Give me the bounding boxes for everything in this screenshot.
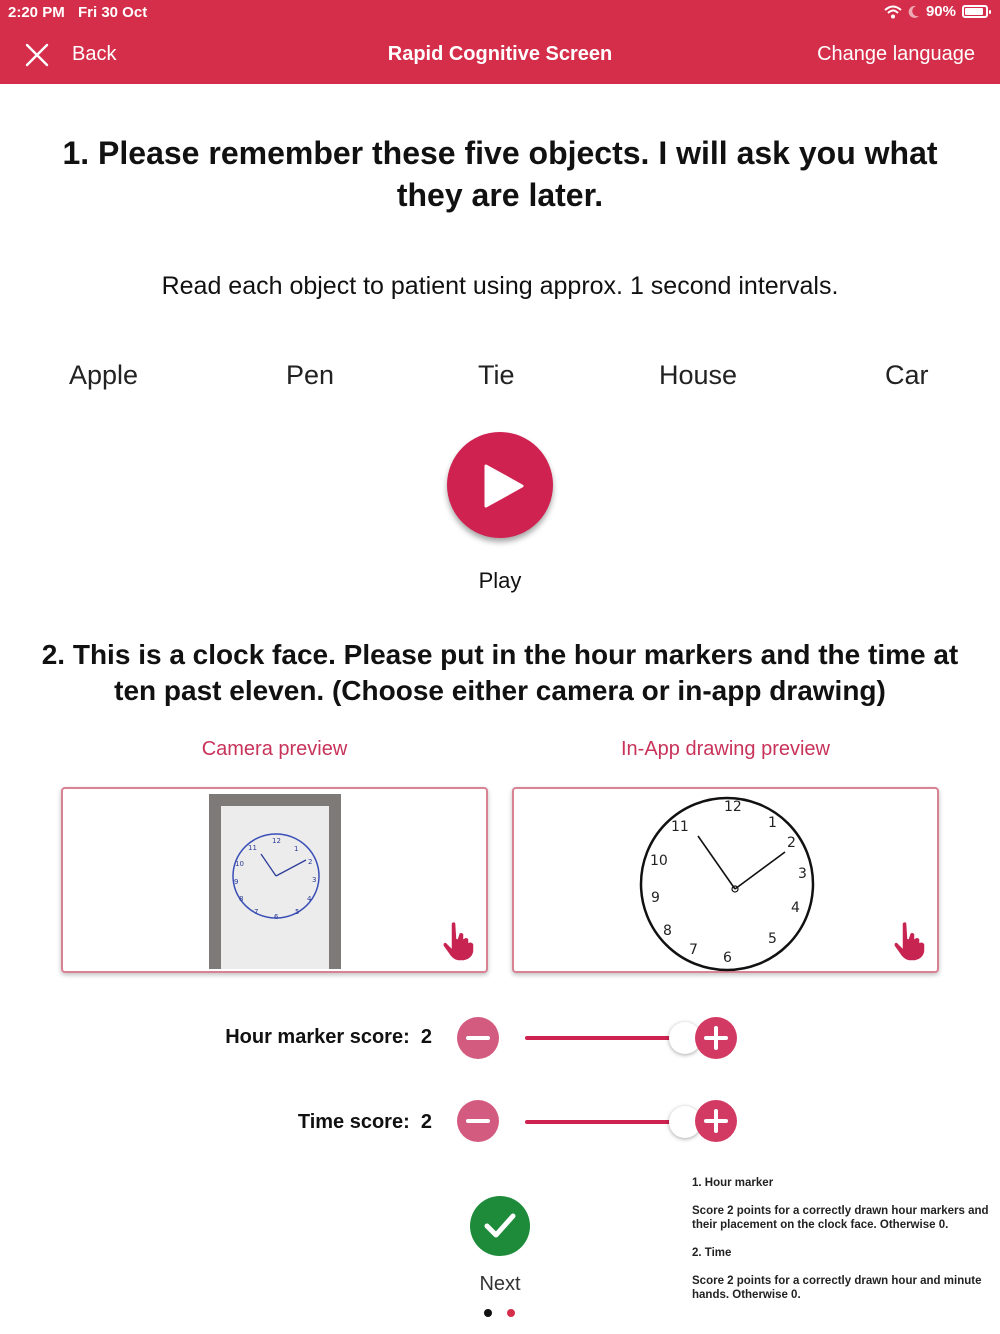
checkmark-icon xyxy=(484,1211,516,1241)
minus-icon xyxy=(466,1036,490,1040)
drawn-num-3: 3 xyxy=(798,866,807,882)
time-increase-button[interactable] xyxy=(695,1100,737,1142)
photo-num-7: 7 xyxy=(254,908,259,916)
change-language-button[interactable]: Change language xyxy=(817,43,975,65)
hand-pointer-icon xyxy=(440,919,480,963)
page-dot-1[interactable] xyxy=(484,1309,492,1317)
photo-num-12: 12 xyxy=(272,837,281,845)
drawn-num-1: 1 xyxy=(768,815,777,831)
hour-marker-increase-button[interactable] xyxy=(695,1017,737,1059)
hour-marker-slider-track[interactable] xyxy=(525,1036,685,1040)
next-button[interactable] xyxy=(470,1196,530,1256)
drawn-num-4: 4 xyxy=(791,900,800,916)
photo-num-3: 3 xyxy=(312,876,317,884)
status-indicators xyxy=(884,3,988,20)
drawing-preview-panel[interactable] xyxy=(512,787,939,973)
photo-num-6: 6 xyxy=(274,913,279,921)
play-icon xyxy=(483,464,525,508)
question-2-text: 2. This is a clock face. Please put in the hour markers and the time at ten past eleven. (Choose either camera or in-app drawing) xyxy=(41,639,959,706)
hour-marker-decrease-button[interactable] xyxy=(457,1017,499,1059)
hand-pointer-icon xyxy=(891,919,931,963)
photo-num-5: 5 xyxy=(295,908,300,916)
camera-preview-label: Camera preview xyxy=(201,738,348,760)
question-1-text: 1. Please remember these five objects. I will ask you what they are later. xyxy=(62,135,938,213)
drawn-num-12: 12 xyxy=(724,799,742,815)
battery-icon xyxy=(962,5,988,18)
photo-num-1: 1 xyxy=(294,845,299,853)
word-car: Car xyxy=(885,360,929,390)
word-apple: Apple xyxy=(69,360,139,390)
page-dot-2[interactable] xyxy=(507,1309,515,1317)
drawn-num-6: 6 xyxy=(723,950,732,966)
wifi-icon xyxy=(884,5,902,19)
moon-icon xyxy=(908,5,920,19)
page-title: Rapid Cognitive Screen xyxy=(387,43,613,65)
scoring-guide xyxy=(692,1176,992,1316)
photo-num-9: 9 xyxy=(234,878,239,886)
word-tie: Tie xyxy=(478,360,515,390)
photo-num-10: 10 xyxy=(235,860,244,868)
photo-clock-drawing xyxy=(221,806,329,969)
hour-marker-score-value: 2 xyxy=(420,1026,432,1048)
back-button[interactable]: Back xyxy=(72,43,117,65)
word-pen: Pen xyxy=(286,360,335,390)
photo-num-2: 2 xyxy=(308,858,313,866)
question-1-instruction: Read each object to patient using approx. 1 second intervals. xyxy=(161,272,839,300)
photo-num-4: 4 xyxy=(307,895,312,903)
drawn-num-10: 10 xyxy=(650,853,668,869)
top-bar xyxy=(0,0,1000,84)
time-slider-track[interactable] xyxy=(525,1120,685,1124)
next-label: Next xyxy=(479,1273,521,1295)
play-button[interactable] xyxy=(447,432,553,538)
word-house: House xyxy=(659,360,738,390)
guide-time-heading: 2. Time xyxy=(692,1247,732,1259)
time-decrease-button[interactable] xyxy=(457,1100,499,1142)
drawn-num-2: 2 xyxy=(787,835,796,851)
play-label: Play xyxy=(478,568,522,593)
status-date: Fri 30 Oct xyxy=(78,4,148,21)
drawn-num-8: 8 xyxy=(663,923,672,939)
drawn-num-11: 11 xyxy=(671,819,689,835)
guide-time-text: Score 2 points for a correctly drawn hour and minute hands. Otherwise 0. xyxy=(692,1275,982,1301)
battery-percent: 90% xyxy=(925,3,956,20)
camera-photo xyxy=(209,794,341,969)
photo-num-8: 8 xyxy=(239,895,244,903)
photo-num-11: 11 xyxy=(248,844,257,852)
drawn-num-5: 5 xyxy=(768,931,777,947)
drawn-num-9: 9 xyxy=(651,890,660,906)
guide-hour-heading: 1. Hour marker xyxy=(692,1177,774,1189)
hour-marker-score-label: Hour marker score: 2 xyxy=(225,1026,432,1048)
drawn-clock xyxy=(514,789,941,975)
drawn-num-7: 7 xyxy=(689,942,698,958)
time-score-value: 2 xyxy=(420,1111,432,1133)
drawing-preview-label: In-App drawing preview xyxy=(621,738,830,760)
status-time: 2:20 PM xyxy=(8,4,65,21)
guide-hour-text: Score 2 points for a correctly drawn hour markers and their placement on the clock face. Otherwise 0. xyxy=(692,1205,989,1231)
minus-icon xyxy=(466,1119,490,1123)
time-score-label: Time score: 2 xyxy=(297,1111,432,1133)
camera-preview-panel[interactable] xyxy=(61,787,488,973)
close-icon[interactable] xyxy=(24,42,50,68)
